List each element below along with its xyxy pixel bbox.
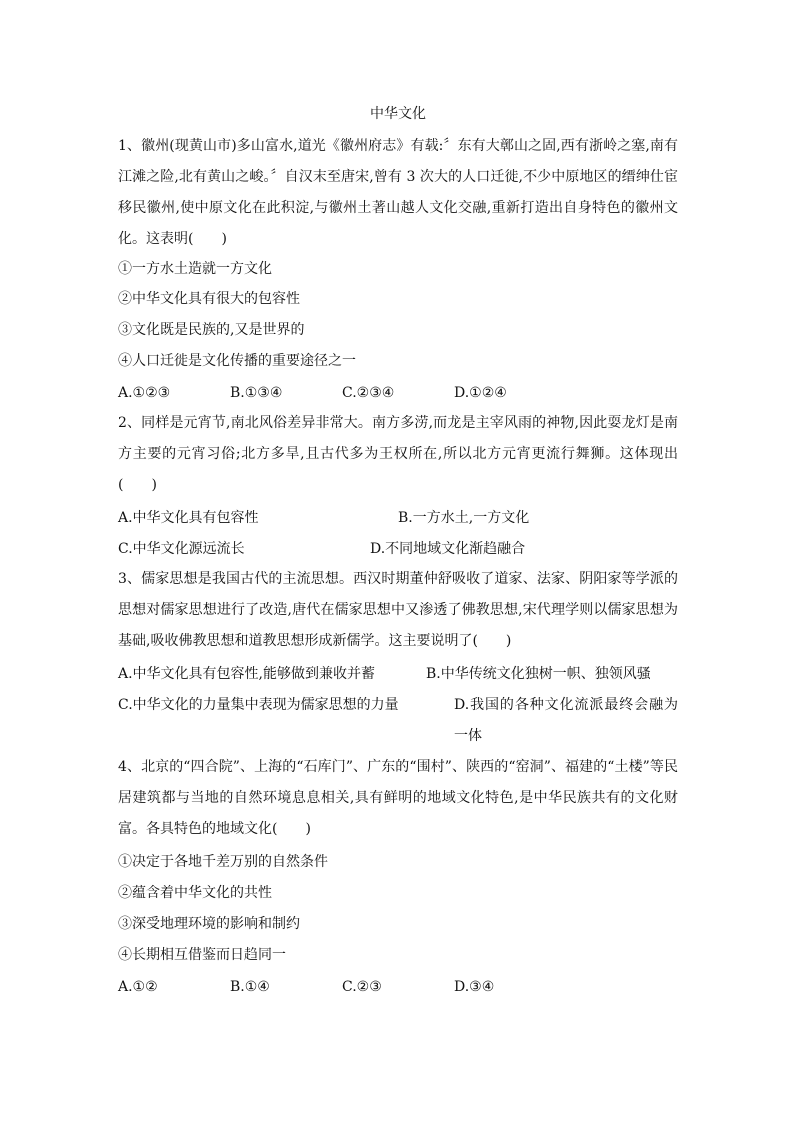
question-2-option-c: C.中华文化源远流长 — [118, 541, 245, 557]
question-1-option-b: B.①③④ — [230, 385, 283, 401]
question-4-option-d: D.③④ — [454, 979, 495, 995]
question-1-item-2: ②中华文化具有很大的包容性 — [118, 291, 300, 307]
question-3-option-b: B.中华传统文化独树一帜、独领风骚 — [426, 666, 651, 682]
question-3-option-c: C.中华文化的力量集中表现为儒家思想的力量 — [118, 697, 399, 713]
question-4-option-c: C.②③ — [342, 979, 382, 995]
question-3-stem: 3、儒家思想是我国古代的主流思想。西汉时期董仲舒吸收了道家、法家、阴阳家等学派的思想对儒家思想进行了改造,唐代在儒家思想中又渗透了佛教思想,宋代理学则以儒家思想为基础,吸收佛教思想和道教思想形成新儒学。这主要说明了( ) — [118, 571, 678, 649]
question-1-item-1: ①一方水土造就一方文化 — [118, 261, 272, 277]
question-4-option-b: B.①④ — [230, 979, 270, 995]
question-4-item-3: ③深受地理环境的影响和制约 — [118, 916, 300, 932]
question-3-option-a: A.中华文化具有包容性,能够做到兼收并蓄 — [118, 666, 376, 682]
question-2-option-b: B.一方水土,一方文化 — [398, 510, 530, 526]
document-title: 中华文化 — [370, 106, 426, 122]
question-1-option-d: D.①②④ — [454, 385, 507, 401]
question-1-item-4: ④人口迁徙是文化传播的重要途径之一 — [118, 353, 356, 369]
question-2-option-a: A.中华文化具有包容性 — [118, 510, 259, 526]
question-1-option-c: C.②③④ — [342, 385, 395, 401]
question-1-option-a: A.①②③ — [118, 385, 171, 401]
question-4-stem: 4、北京的“四合院”、上海的“石库门”、广东的“围村”、陕西的“窑洞”、福建的“土楼”等民居建筑都与当地的自然环境息息相关,具有鲜明的地域文化特色,是中华民族共有的文化财富。各具特色的地域文化( ) — [118, 759, 678, 837]
question-2-stem: 2、同样是元宵节,南北风俗差异非常大。南方多涝,而龙是主宰风雨的神物,因此耍龙灯是南方主要的元宵习俗;北方多旱,且古代多为王权所在,所以北方元宵更流行舞狮。这体现出( ) — [118, 415, 678, 493]
question-4-item-2: ②蕴含着中华文化的共性 — [118, 885, 272, 901]
question-2-option-d: D.不同地域文化渐趋融合 — [370, 541, 526, 557]
question-1-stem: 1、徽州(现黄山市)多山富水,道光《徽州府志》有载:〞东有大鄣山之固,西有浙岭之塞,南有江滩之险,北有黄山之峻。〞自汉末至唐宋,曾有 3 次大的人口迁徙,不少中原地区的缙绅仕宦移民徽州,使中原文化在此积淀,与徽州土著山越人文化交融,重新打造出自身特色的徽州文化。这表明( ) — [118, 138, 678, 247]
question-4-item-1: ①决定于各地千差万别的自然条件 — [118, 854, 328, 870]
question-1-item-3: ③文化既是民族的,又是世界的 — [118, 322, 305, 338]
question-4-item-4: ④长期相互借鉴而日趋同一 — [118, 947, 286, 963]
question-4-option-a: A.①② — [118, 979, 158, 995]
question-3-option-d: D.我国的各种文化流派最终会融为一体 — [454, 697, 678, 744]
